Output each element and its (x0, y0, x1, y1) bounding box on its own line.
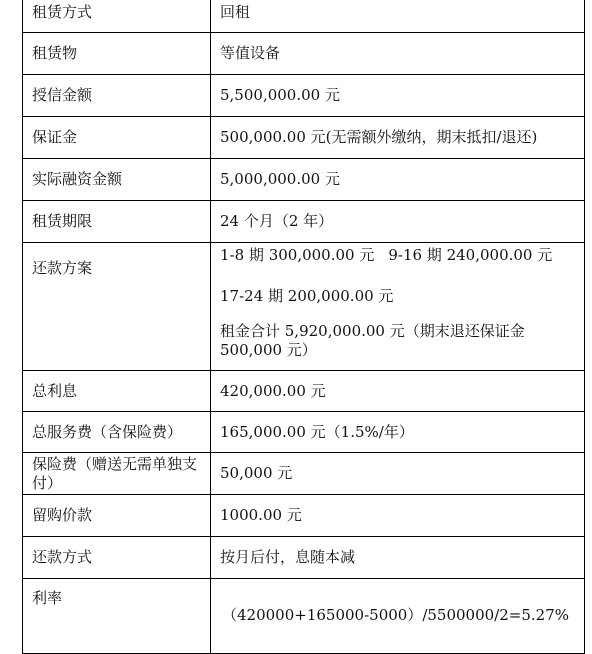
table-row (23, 412, 585, 453)
row-value-insurance-fee: 50,000 元 (211, 453, 585, 495)
row-value-purchase-price: 1000.00 元 (211, 495, 585, 537)
table-row (23, 33, 585, 75)
table-row (23, 495, 585, 537)
table-row (23, 117, 585, 159)
table-row (23, 537, 585, 579)
table-row (23, 371, 585, 412)
row-label-total-service-fee: 总服务费（含保险费） (23, 412, 211, 453)
row-value-total-service-fee: 165,000.00 元（1.5%/年） (211, 412, 585, 453)
row-label-lease-term: 租赁期限 (23, 201, 211, 243)
row-label-total-interest: 总利息 (23, 371, 211, 412)
row-value-leased-asset: 等值设备 (211, 33, 585, 75)
row-label-deposit: 保证金 (23, 117, 211, 159)
row-value-total-interest: 420,000.00 元 (211, 371, 585, 412)
row-value-credit-amount: 5,500,000.00 元 (211, 75, 585, 117)
row-label-insurance-fee: 保险费（赠送无需单独支付） (23, 453, 211, 495)
plan-line-3: 租金合计 5,920,000.00 元（期末退还保证金 500,000 元） (220, 322, 525, 359)
row-value-lease-type: 回租 (211, 0, 585, 33)
row-label-actual-financing: 实际融资金额 (23, 159, 211, 201)
table-row (23, 579, 585, 654)
row-value-lease-term: 24 个月（2 年） (211, 201, 585, 243)
row-label-leased-asset: 租赁物 (23, 33, 211, 75)
row-label-purchase-price: 留购价款 (23, 495, 211, 537)
interest-rate-label: 利率 (32, 589, 63, 607)
row-label-repayment-method: 还款方式 (23, 537, 211, 579)
row-label-lease-type: 租赁方式 (23, 0, 211, 33)
table-row (23, 75, 585, 117)
row-value-actual-financing: 5,000,000.00 元 (211, 159, 585, 201)
table-row (23, 201, 585, 243)
lease-terms-table (22, 0, 585, 654)
row-value-repayment-method: 按月后付，息随本减 (211, 537, 585, 579)
table-row (23, 0, 585, 33)
table-row (23, 159, 585, 201)
table-row (23, 243, 585, 371)
repayment-plan-label: 还款方案 (32, 259, 93, 277)
plan-line-1 (220, 246, 578, 265)
plan-line-2: 17-24 期 200,000.00 元 (220, 287, 394, 305)
row-value-repayment-plan (211, 243, 585, 371)
plan-periods-1-8: 1-8 期 300,000.00 元 (220, 246, 375, 264)
row-value-interest-rate (211, 579, 585, 654)
interest-rate-formula: （420000+165000-5000）/5500000/2=5.27% (222, 606, 570, 624)
row-label-repayment-plan (23, 243, 211, 371)
row-label-interest-rate (23, 579, 211, 654)
row-value-deposit: 500,000.00 元(无需额外缴纳，期末抵扣/退还) (211, 117, 585, 159)
table-row (23, 453, 585, 495)
plan-periods-9-16: 9-16 期 240,000.00 元 (388, 246, 553, 264)
row-label-credit-amount: 授信金额 (23, 75, 211, 117)
